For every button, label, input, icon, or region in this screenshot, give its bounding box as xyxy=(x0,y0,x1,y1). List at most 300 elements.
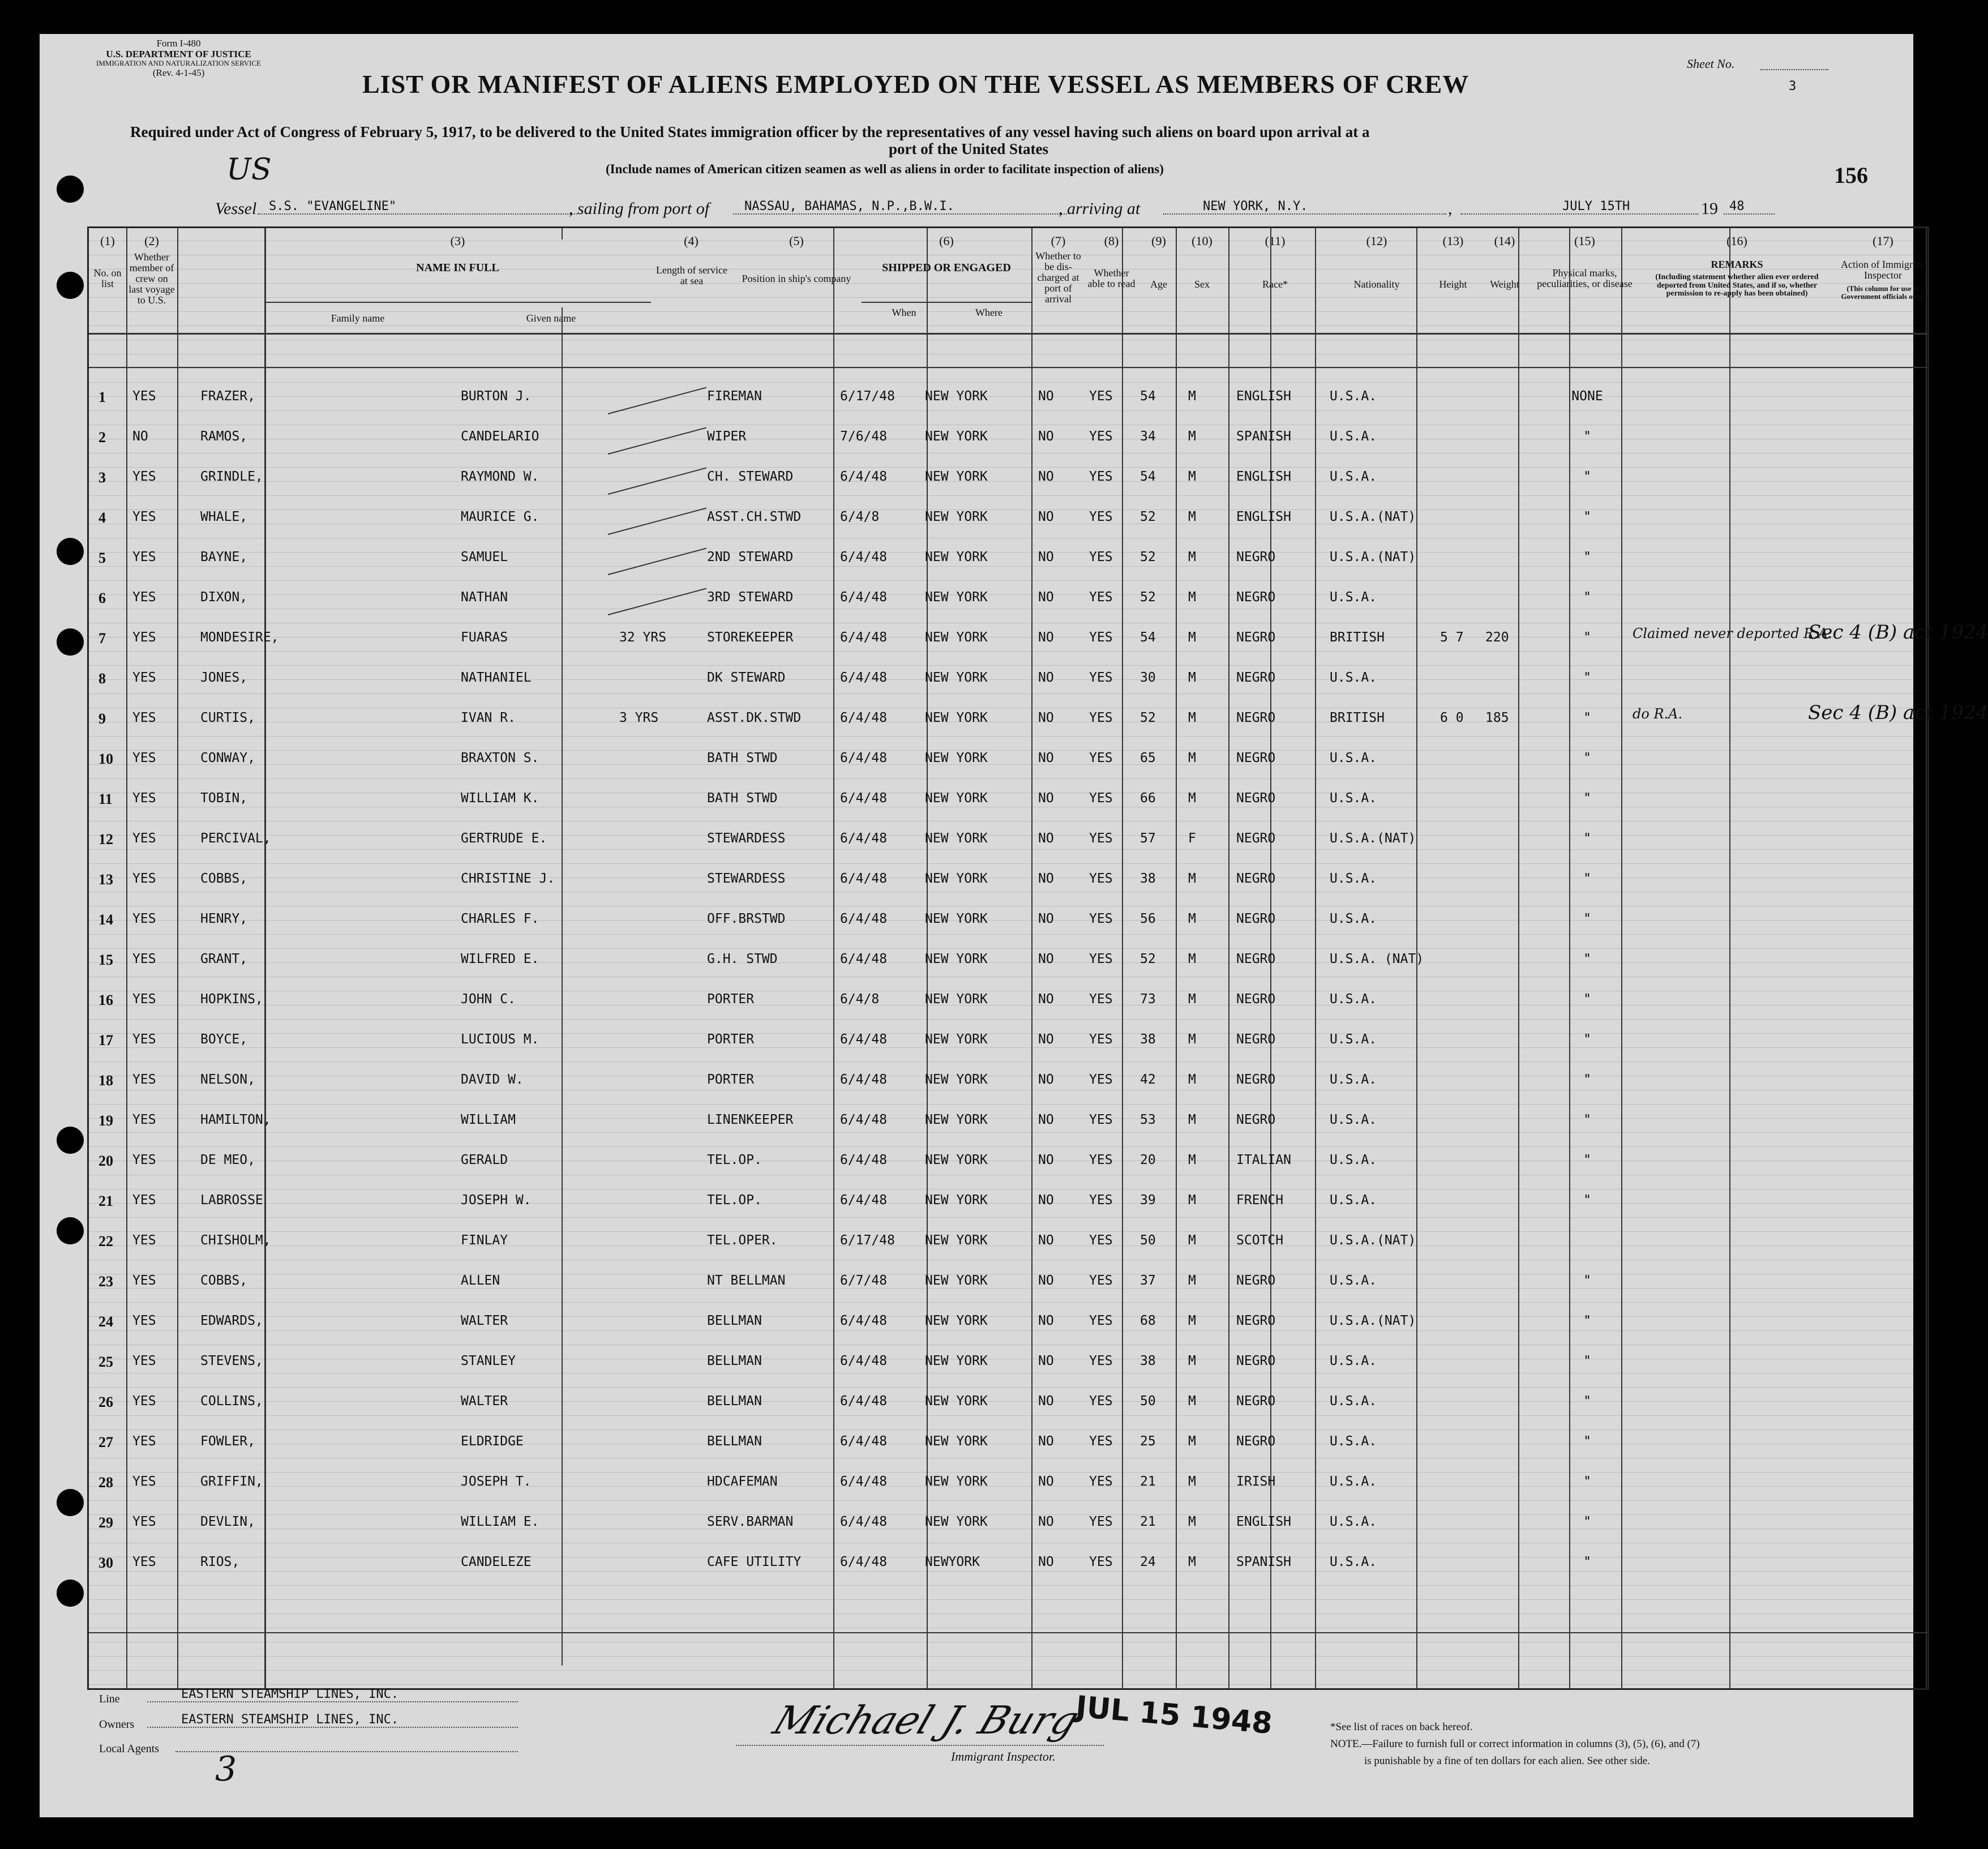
cell-where: NEW YORK xyxy=(925,751,988,765)
cell-no: 6 xyxy=(98,590,106,606)
cell-when: 6/4/48 xyxy=(840,1354,888,1368)
cell-nat: U.S.A. xyxy=(1330,670,1377,685)
cell-where: NEW YORK xyxy=(925,670,988,685)
handwritten-us: US xyxy=(226,153,272,187)
cell-read: YES xyxy=(1089,1474,1113,1489)
cell-race: FRENCH xyxy=(1236,1193,1284,1208)
cell-when: 6/4/48 xyxy=(840,469,888,484)
cell-given: CHRISTINE J. xyxy=(461,871,555,886)
cell-read: YES xyxy=(1089,751,1113,765)
cell-family: CHISHOLM, xyxy=(200,1233,271,1248)
cell-family: WHALE, xyxy=(200,510,248,524)
cell-given: IVAN R. xyxy=(461,711,516,725)
cell-family: RIOS, xyxy=(200,1555,240,1569)
cell-given: GERALD xyxy=(461,1153,508,1167)
local-agents-label: Local Agents xyxy=(99,1743,160,1755)
cell-position: BELLMAN xyxy=(707,1434,762,1449)
penalty-note-continued: is punishable by a fine of ten dollars for each alien. See other side. xyxy=(1364,1755,1650,1767)
cell-sex: M xyxy=(1188,751,1196,765)
table-row xyxy=(87,979,1929,1020)
col10-number: (10) xyxy=(1192,234,1212,248)
cell-nat: U.S.A.(NAT) xyxy=(1330,1233,1416,1248)
cell-crew: YES xyxy=(132,1474,156,1489)
cell-age: 54 xyxy=(1140,469,1156,484)
cell-position: PORTER xyxy=(707,1032,755,1047)
cell-nat: U.S.A. xyxy=(1330,1273,1377,1288)
col6b-header: Where xyxy=(975,307,1002,318)
cell-given: CANDELARIO xyxy=(461,429,539,444)
cell-disch: NO xyxy=(1038,510,1054,524)
form-id-block xyxy=(96,38,261,78)
cell-marks: " xyxy=(1583,1072,1591,1087)
cell-position: WIPER xyxy=(707,429,747,444)
cell-family: NELSON, xyxy=(200,1072,255,1087)
cell-disch: NO xyxy=(1038,429,1054,444)
cell-when: 6/4/48 xyxy=(840,1394,888,1409)
cell-marks: " xyxy=(1583,1555,1591,1569)
cell-where: NEW YORK xyxy=(925,911,988,926)
cell-age: 54 xyxy=(1140,630,1156,645)
table-row xyxy=(87,1502,1929,1542)
cell-given: BRAXTON S. xyxy=(461,751,539,765)
cell-when: 6/7/48 xyxy=(840,1273,888,1288)
cell-disch: NO xyxy=(1038,1354,1054,1368)
cell-position: CH. STEWARD xyxy=(707,469,794,484)
cell-marks: " xyxy=(1583,871,1591,886)
cell-race: SPANISH xyxy=(1236,1555,1291,1569)
col17-header: Action of Immigrant Inspector xyxy=(1841,259,1925,281)
cell-disch: NO xyxy=(1038,469,1054,484)
signature-line xyxy=(736,1744,1104,1746)
cell-disch: NO xyxy=(1038,550,1054,564)
cell-where: NEW YORK xyxy=(925,1112,988,1127)
col7-number: (7) xyxy=(1051,234,1066,248)
cell-family: TOBIN, xyxy=(200,791,248,806)
cell-given: NATHAN xyxy=(461,590,508,605)
subtitle-line-1: Required under Act of Congress of February 5, 1917, to be delivered to the United States immigration officer by the representatives of any vessel having such aliens on board upon arrival at a xyxy=(130,123,1370,140)
cell-disch: NO xyxy=(1038,670,1054,685)
cell-where: NEW YORK xyxy=(925,791,988,806)
col3-number: (3) xyxy=(450,234,465,248)
col15-number: (15) xyxy=(1574,234,1595,248)
cell-sex: M xyxy=(1188,1313,1196,1328)
table-row xyxy=(87,698,1988,738)
cell-race: NEGRO xyxy=(1236,1394,1276,1409)
col6a-header: When xyxy=(892,307,916,318)
cell-family: GRANT, xyxy=(200,952,248,966)
cell-age: 25 xyxy=(1140,1434,1156,1449)
cell-no: 10 xyxy=(98,751,113,767)
cell-family: COBBS, xyxy=(200,871,248,886)
cell-race: NEGRO xyxy=(1236,1313,1276,1328)
cell-age: 20 xyxy=(1140,1153,1156,1167)
cell-sex: M xyxy=(1188,389,1196,404)
col11-number: (11) xyxy=(1265,234,1286,248)
cell-where: NEW YORK xyxy=(925,510,988,524)
cell-when: 6/4/48 xyxy=(840,831,888,846)
cell-sex: M xyxy=(1188,670,1196,685)
col6-header: SHIPPED OR ENGAGED xyxy=(882,262,1011,274)
col13-header: Height xyxy=(1439,279,1467,290)
cell-crew: YES xyxy=(132,1153,156,1167)
cell-read: YES xyxy=(1089,1555,1113,1569)
cell-position: ASST.CH.STWD xyxy=(707,510,802,524)
cell-family: DEVLIN, xyxy=(200,1514,255,1529)
col1-header: No. on list xyxy=(93,267,122,289)
cell-position: BELLMAN xyxy=(707,1394,762,1409)
penalty-note: NOTE.—Failure to furnish full or correct information in columns (3), (5), (6), and (7) xyxy=(1330,1738,1700,1750)
cell-nat: U.S.A. xyxy=(1330,871,1377,886)
cell-position: CAFE UTILITY xyxy=(707,1555,802,1569)
cell-position: OFF.BRSTWD xyxy=(707,911,786,926)
binder-hole xyxy=(57,1580,84,1607)
cell-family: HAMILTON, xyxy=(200,1112,271,1127)
col7-header: Whether to be dis-charged at port of arrival xyxy=(1035,250,1081,305)
cell-sex: M xyxy=(1188,1354,1196,1368)
cell-marks: " xyxy=(1583,1474,1591,1489)
cell-when: 6/4/48 xyxy=(840,751,888,765)
cell-race: NEGRO xyxy=(1236,911,1276,926)
cell-when: 6/4/48 xyxy=(840,1193,888,1208)
table-row xyxy=(87,778,1929,819)
cell-nat: BRITISH xyxy=(1330,630,1385,645)
cell-family: CONWAY, xyxy=(200,751,255,765)
cell-where: NEW YORK xyxy=(925,1474,988,1489)
cell-age: 57 xyxy=(1140,831,1156,846)
cell-position: SERV.BARMAN xyxy=(707,1514,794,1529)
cell-family: FRAZER, xyxy=(200,389,255,404)
cell-when: 6/4/48 xyxy=(840,1434,888,1449)
col17-subheader: (This column for use of Government officials only) xyxy=(1841,284,1925,301)
cell-age: 39 xyxy=(1140,1193,1156,1208)
cell-crew: YES xyxy=(132,871,156,886)
cell-family: BAYNE, xyxy=(200,550,248,564)
cell-family: COLLINS, xyxy=(200,1394,263,1409)
cell-read: YES xyxy=(1089,1193,1113,1208)
cell-race: ENGLISH xyxy=(1236,1514,1291,1529)
cell-no: 20 xyxy=(98,1153,113,1169)
cell-read: YES xyxy=(1089,1032,1113,1047)
cell-nat: U.S.A. xyxy=(1330,1153,1377,1167)
page-number: 156 xyxy=(1834,162,1868,188)
cell-sex: M xyxy=(1188,1153,1196,1167)
cell-nat: U.S.A. xyxy=(1330,911,1377,926)
cell-race: NEGRO xyxy=(1236,1273,1276,1288)
cell-sex: M xyxy=(1188,1394,1196,1409)
cell-age: 38 xyxy=(1140,1032,1156,1047)
binder-hole xyxy=(57,1127,84,1154)
cell-read: YES xyxy=(1089,1072,1113,1087)
cell-family: DE MEO, xyxy=(200,1153,255,1167)
table-row xyxy=(87,819,1929,859)
cell-family: GRINDLE, xyxy=(200,469,263,484)
col9-number: (9) xyxy=(1151,234,1166,248)
cell-marks: " xyxy=(1583,751,1591,765)
cell-family: LABROSSE xyxy=(200,1193,263,1208)
cell-where: NEW YORK xyxy=(925,1434,988,1449)
table-row xyxy=(87,417,1929,457)
cell-sex: M xyxy=(1188,871,1196,886)
sheet-line xyxy=(1760,57,1828,70)
table-row xyxy=(87,1301,1929,1341)
cell-nat: U.S.A.(NAT) xyxy=(1330,510,1416,524)
cell-read: YES xyxy=(1089,389,1113,404)
cell-marks: " xyxy=(1583,510,1591,524)
cell-nat: U.S.A. xyxy=(1330,1434,1377,1449)
cell-sex: M xyxy=(1188,1112,1196,1127)
cell-disch: NO xyxy=(1038,1273,1054,1288)
cell-given: STANLEY xyxy=(461,1354,516,1368)
cell-position: TEL.OP. xyxy=(707,1193,762,1208)
cell-race: ENGLISH xyxy=(1236,469,1291,484)
cell-position: 3RD STEWARD xyxy=(707,590,794,605)
cell-race: NEGRO xyxy=(1236,1112,1276,1127)
table-row xyxy=(87,1100,1929,1140)
cell-race: SPANISH xyxy=(1236,429,1291,444)
table-row xyxy=(87,1020,1929,1060)
cell-where: NEW YORK xyxy=(925,831,988,846)
table-row xyxy=(87,1060,1929,1100)
cell-no: 24 xyxy=(98,1313,113,1330)
table-row xyxy=(87,1381,1929,1422)
cell-age: 34 xyxy=(1140,429,1156,444)
cell-race: NEGRO xyxy=(1236,711,1276,725)
cell-where: NEWYORK xyxy=(925,1555,980,1569)
col14-header: Weight xyxy=(1490,279,1519,290)
cell-marks: " xyxy=(1583,1354,1591,1368)
col14-number: (14) xyxy=(1494,234,1515,248)
col16-subheader: (Including statement whether alien ever ordered deported from United States, and if so, whether permission to re-apply has been obtained) xyxy=(1655,273,1819,298)
cell-when: 6/4/48 xyxy=(840,1474,888,1489)
cell-sex: M xyxy=(1188,469,1196,484)
year-prefix: 19 xyxy=(1701,199,1718,218)
cell-read: YES xyxy=(1089,952,1113,966)
cell-age: 65 xyxy=(1140,751,1156,765)
cell-family: JONES, xyxy=(200,670,248,685)
cell-when: 6/4/48 xyxy=(840,550,888,564)
cell-no: 26 xyxy=(98,1394,113,1410)
cell-marks: " xyxy=(1583,791,1591,806)
cell-read: YES xyxy=(1089,670,1113,685)
cell-disch: NO xyxy=(1038,1434,1054,1449)
cell-when: 6/4/48 xyxy=(840,590,888,605)
col13-number: (13) xyxy=(1442,234,1464,248)
year-suffix: 48 xyxy=(1724,199,1775,215)
cell-position: TEL.OP. xyxy=(707,1153,762,1167)
cell-no: 12 xyxy=(98,831,113,848)
cell-no: 15 xyxy=(98,952,113,968)
cell-disch: NO xyxy=(1038,791,1054,806)
cell-no: 19 xyxy=(98,1112,113,1129)
cell-no: 8 xyxy=(98,670,106,687)
cell-sex: M xyxy=(1188,630,1196,645)
arrival-date: JULY 15TH xyxy=(1460,199,1698,215)
cell-no: 5 xyxy=(98,550,106,566)
table-row xyxy=(87,457,1929,497)
cell-family: DIXON, xyxy=(200,590,248,605)
col16-number: (16) xyxy=(1726,234,1747,248)
binder-hole xyxy=(57,538,84,565)
cell-where: NEW YORK xyxy=(925,590,988,605)
cell-nat: U.S.A. xyxy=(1330,1193,1377,1208)
cell-where: NEW YORK xyxy=(925,429,988,444)
cell-crew: YES xyxy=(132,711,156,725)
cell-race: NEGRO xyxy=(1236,590,1276,605)
cell-position: BELLMAN xyxy=(707,1354,762,1368)
cell-age: 56 xyxy=(1140,911,1156,926)
cell-position: PORTER xyxy=(707,1072,755,1087)
cell-where: NEW YORK xyxy=(925,1193,988,1208)
col16-header: REMARKS xyxy=(1711,259,1763,270)
cell-action: Sec 4 (B) act 1924 xyxy=(1808,701,1988,724)
owners-label: Owners xyxy=(99,1718,135,1731)
cell-read: YES xyxy=(1089,1153,1113,1167)
cell-nat: U.S.A.(NAT) xyxy=(1330,1313,1416,1328)
cell-position: BATH STWD xyxy=(707,791,778,806)
cell-where: NEW YORK xyxy=(925,1394,988,1409)
cell-crew: YES xyxy=(132,831,156,846)
cell-age: 42 xyxy=(1140,1072,1156,1087)
cell-given: JOSEPH W. xyxy=(461,1193,532,1208)
cell-sex: M xyxy=(1188,791,1196,806)
cell-height: 6 0 xyxy=(1440,711,1464,725)
cell-marks: " xyxy=(1583,1193,1591,1208)
table-row xyxy=(87,1542,1929,1582)
cell-family: PERCIVAL, xyxy=(200,831,271,846)
cell-crew: YES xyxy=(132,1112,156,1127)
cell-read: YES xyxy=(1089,1313,1113,1328)
cell-disch: NO xyxy=(1038,1514,1054,1529)
form-number: Form I-480 xyxy=(156,38,201,49)
cell-disch: NO xyxy=(1038,1555,1054,1569)
cell-no: 2 xyxy=(98,429,106,446)
sailing-port: NASSAU, BAHAMAS, N.P.,B.W.I. xyxy=(733,199,1067,215)
cell-crew: YES xyxy=(132,1313,156,1328)
cell-age: 50 xyxy=(1140,1233,1156,1248)
cell-remarks: do R.A. xyxy=(1633,706,1683,722)
cell-given: MAURICE G. xyxy=(461,510,539,524)
cell-marks: " xyxy=(1583,1273,1591,1288)
cell-disch: NO xyxy=(1038,952,1054,966)
manifest-sheet: Form I-480 U.S. DEPARTMENT OF JUSTICE IMMIGRATION AND NATURALIZATION SERVICE (Rev. 4-1-45) Sheet No. 3 LIST OR MANIFEST OF ALIENS EMPLOYED ON THE VESSEL AS MEMBERS OF CREW Required under Act of Congress of February 5, 1917, to be delivered to the United States immigration officer by the representatives of any vessel having such aliens on board upon arrival at a port of the United States (Include names of American citizen seamen as well as aliens in order to facilitate inspection of aliens) 156 US Vessel S.S. "EVANGELINE" , sailing from port of NASSAU, BAHAMAS, N.P.,B.W.I. , arriving at NEW YORK, N.Y. , JULY 15TH 19 48 (1) (2) (3) (4) (5) (6) (7) (8) (9) (10) (11) (12) (13) (14) (15) (16) (17) No. on list Whether member of crew on last voyage to U.S. NAME IN FULL Family name Given name Length of service at sea Position in ship's company SHIPPED OR ENGAGED When Where Whether to be dis-charged at port of arrival Whether able to read Age Sex Race* Nationality Height Weight Physical marks, peculiarities, or disease REMARKS (Including statement whether alien ever ordered deported from United States, and if so, whether permission to re-apply has been obtained) Action of Immigrant Inspector (This column for use of Government officials only) 1 YES FRAZER, BURTON J. FIREMAN 6/17/48 NEW YORK NO YES 54 M ENGLISH U.S.A. NONE 2 NO RAMOS, CANDELARIO WIPER 7/6/48 NEW YORK NO YES 34 M SPANISH U.S.A. " 3 YES GRINDLE, RAYMOND W. CH. STEWARD 6/4/48 NEW YORK NO YES 54 M ENGLISH U.S.A. " 4 YES WHALE, MAURICE G. ASST.CH.STWD 6/4/8 NEW YORK NO YES 52 M ENGLISH U.S.A.(NAT) " 5 YES BAYNE, SAMUEL 2ND STEWARD 6/4/48 NEW YORK NO YES 52 M NEGRO U.S.A.(NAT) " 6 YES DIXON, NATHAN 3RD STEWARD 6/4/48 NEW YORK NO YES 52 M NEGRO U.S.A. " 7 YES MONDESIRE, FUARAS 32 YRS STOREKEEPER 6/4/48 NEW YORK NO YES 54 M NEGRO BRITISH 5 7 220 " Claimed never deported R.A. Sec 4 (B) act 1924 8 YES JONES, NATHANIEL DK STEWARD 6/4/48 NEW YORK NO YES 30 M NEGRO U.S.A. " 9 YES CURTIS, IVAN R. 3 YRS ASST.DK.STWD 6/4/48 NEW YORK NO YES 52 M NEGRO BRITISH 6 0 185 " do R.A. Sec 4 (B) act 1924 10 YES CONWAY, BRAXTON S. BATH STWD 6/4/48 NEW YORK NO YES 65 M NEGRO U.S.A. " 11 YES TOBIN, WILLIAM K. BATH STWD 6/4/48 NEW YORK NO YES 66 M NEGRO U.S.A. " 12 YES PERCIVAL, GERTRUDE E. STEWARDESS 6/4/48 NEW YORK NO YES 57 F NEGRO U.S.A.(NAT) " 13 YES COBBS, CHRISTINE J. STEWARDESS 6/4/48 NEW YORK NO YES 38 M NEGRO U.S.A. " 14 YES HENRY, CHARLES F. OFF.BRSTWD 6/4/48 NEW YORK NO YES 56 M NEGRO U.S.A. " 15 YES GRANT, WILFRED E. G.H. STWD 6/4/48 NEW YORK NO YES 52 M NEGRO U.S.A. (NAT) " 16 YES HOPKINS, JOHN C. PORTER 6/4/8 NEW YORK NO YES 73 M NEGRO U.S.A. " 17 YES BOYCE, LUCIOUS M. PORTER 6/4/48 NEW YORK NO YES 38 M NEGRO U.S.A. " 18 YES NELSON, DAVID W. PORTER 6/4/48 NEW YORK NO YES 42 M NEGRO U.S.A. " 19 YES HAMILTON, WILLIAM LINENKEEPER 6/4/48 NEW YORK NO YES 53 M NEGRO U.S.A. " 20 YES DE MEO, GERALD TEL.OP. 6/4/48 NEW YORK NO YES 20 M ITALIAN U.S.A. " 21 YES LABROSSE JOSEPH W. TEL.OP. 6/4/48 NEW YORK NO YES 39 M FRENCH U.S.A. " 22 YES CHISHOLM, FINLAY TEL.OPER. 6/17/48 NEW YORK NO YES 50 M SCOTCH U.S.A.(NAT) 23 YES COBBS, ALLEN NT BELLMAN 6/7/48 NEW YORK NO YES 37 M NEGRO U.S.A. " 24 YES EDWARDS, WALTER BELLMAN 6/4/48 NEW YORK NO YES 68 M NEGRO U.S.A.(NAT) " 25 YES STEVENS, STANLEY BELLMAN 6/4/48 NEW YORK NO YES 38 M NEGRO U.S.A. " 26 YES COLLINS, WALTER BELLMAN 6/4/48 NEW YORK NO YES 50 M NEGRO U.S.A. " 27 YES FOWLER, ELDRIDGE BELLMAN 6/4/48 NEW YORK NO YES 25 M NEGRO U.S.A. " 28 YES GRIFFIN, JOSEPH T. HDCAFEMAN 6/4/48 NEW YORK NO YES 21 M IRISH U.S.A. " 29 YES DEVLIN, WILLIAM E. SERV.BARMAN 6/4/48 NEW YORK NO YES 21 M ENGLISH U.S.A. " 30 YES RIOS, CANDELEZE CAFE UTILITY 6/4/48 NEWYORK NO YES 24 M SPANISH U.S.A. " Line EASTERN STEAMSHIP LINES, INC. Owners EASTERN STEAMSHIP LINES, INC. Local Agents 3 Michael J. Burg Immigrant Inspector. JUL 15 1948 *See list of races on back hereof. NOTE.—Failure to furnish full or correct information in columns (3), (5), (6), and (7) is punishable by a fine of ten dollars for each alien. See other side. xyxy=(40,34,1913,1817)
table-row xyxy=(87,376,1929,417)
cell-age: 52 xyxy=(1140,510,1156,524)
cell-read: YES xyxy=(1089,630,1113,645)
cell-when: 6/4/48 xyxy=(840,1555,888,1569)
cell-when: 6/4/48 xyxy=(840,871,888,886)
cell-where: NEW YORK xyxy=(925,992,988,1007)
cell-no: 27 xyxy=(98,1434,113,1450)
cell-position: G.H. STWD xyxy=(707,952,778,966)
cell-given: ALLEN xyxy=(461,1273,500,1288)
cell-position: STEWARDESS xyxy=(707,871,786,886)
col9-header: Age xyxy=(1150,279,1167,290)
cell-sex: M xyxy=(1188,550,1196,564)
cell-marks: " xyxy=(1583,590,1591,605)
table-row xyxy=(87,738,1929,778)
cell-given: WILFRED E. xyxy=(461,952,539,966)
cell-no: 21 xyxy=(98,1193,113,1209)
cell-race: SCOTCH xyxy=(1236,1233,1284,1248)
cell-family: GRIFFIN, xyxy=(200,1474,263,1489)
owners-value: EASTERN STEAMSHIP LINES, INC. xyxy=(147,1713,518,1728)
cell-no: 1 xyxy=(98,389,106,405)
cell-read: YES xyxy=(1089,1514,1113,1529)
cell-age: 52 xyxy=(1140,590,1156,605)
table-row xyxy=(87,497,1929,537)
table-row xyxy=(87,1261,1929,1301)
cell-given: JOHN C. xyxy=(461,992,516,1007)
cell-disch: NO xyxy=(1038,1112,1054,1127)
cell-position: 2ND STEWARD xyxy=(707,550,794,564)
cell-nat: U.S.A.(NAT) xyxy=(1330,550,1416,564)
cell-age: 52 xyxy=(1140,550,1156,564)
cell-crew: YES xyxy=(132,550,156,564)
cell-read: YES xyxy=(1089,1112,1113,1127)
cell-read: YES xyxy=(1089,992,1113,1007)
cell-age: 37 xyxy=(1140,1273,1156,1288)
cell-no: 17 xyxy=(98,1032,113,1048)
binder-hole xyxy=(57,1217,84,1244)
cell-crew: YES xyxy=(132,389,156,404)
cell-where: NEW YORK xyxy=(925,1354,988,1368)
cell-when: 6/4/48 xyxy=(840,711,888,725)
cell-marks: " xyxy=(1583,670,1591,685)
cell-no: 14 xyxy=(98,911,113,928)
cell-nat: U.S.A. xyxy=(1330,429,1377,444)
cell-race: NEGRO xyxy=(1236,992,1276,1007)
cell-when: 6/4/48 xyxy=(840,1153,888,1167)
cell-position: FIREMAN xyxy=(707,389,762,404)
cell-marks: " xyxy=(1583,1032,1591,1047)
cell-sex: M xyxy=(1188,911,1196,926)
cell-nat: U.S.A. xyxy=(1330,1474,1377,1489)
cell-no: 23 xyxy=(98,1273,113,1290)
vessel-label: Vessel xyxy=(215,199,257,218)
cell-crew: YES xyxy=(132,1514,156,1529)
cell-where: NEW YORK xyxy=(925,389,988,404)
cell-age: 52 xyxy=(1140,952,1156,966)
cell-when: 6/4/48 xyxy=(840,1313,888,1328)
col5-header: Position in ship's company xyxy=(742,273,851,284)
cell-marks: " xyxy=(1583,992,1591,1007)
binder-hole xyxy=(57,1489,84,1516)
cell-given: DAVID W. xyxy=(461,1072,524,1087)
cell-given: FINLAY xyxy=(461,1233,508,1248)
cell-no: 4 xyxy=(98,510,106,526)
table-row xyxy=(87,537,1929,577)
cell-sex: M xyxy=(1188,1233,1196,1248)
cell-where: NEW YORK xyxy=(925,1153,988,1167)
cell-age: 52 xyxy=(1140,711,1156,725)
cell-read: YES xyxy=(1089,550,1113,564)
cell-where: NEW YORK xyxy=(925,1233,988,1248)
cell-family: CURTIS, xyxy=(200,711,255,725)
table-row xyxy=(87,1140,1929,1180)
col8-number: (8) xyxy=(1104,234,1119,248)
cell-crew: YES xyxy=(132,1193,156,1208)
cell-nat: U.S.A. xyxy=(1330,1072,1377,1087)
cell-where: NEW YORK xyxy=(925,1032,988,1047)
date-stamp: JUL 15 1948 xyxy=(1074,1689,1274,1741)
cell-disch: NO xyxy=(1038,992,1054,1007)
cell-crew: YES xyxy=(132,1354,156,1368)
cell-age: 30 xyxy=(1140,670,1156,685)
cell-crew: YES xyxy=(132,952,156,966)
cell-where: NEW YORK xyxy=(925,1514,988,1529)
cell-no: 7 xyxy=(98,630,106,647)
cell-race: NEGRO xyxy=(1236,630,1276,645)
